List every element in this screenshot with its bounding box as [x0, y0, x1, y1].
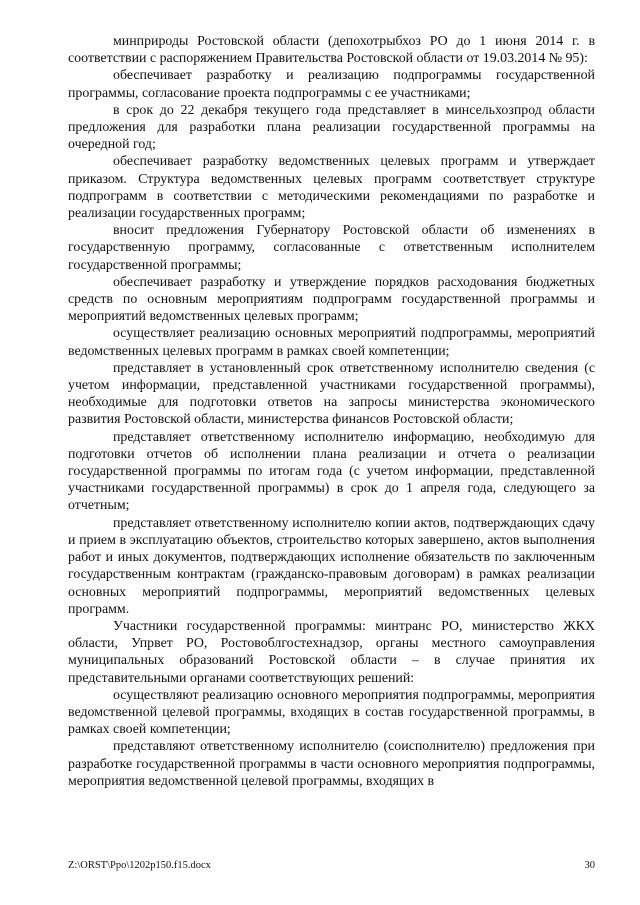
paragraph-12: представляют ответственному исполнителю (соисполнителю) предложения при разработке государственной программы в части основного мероприятия подпрограммы, мероприятия ведомственной целевой программы, входящих в [68, 739, 595, 789]
paragraph-8: представляет ответственному исполнителю информацию, необходимую для подготовки отчетов об исполнении плана реализации и отчета о реализации государственной программы по итогам года (с учетом информации, представленной участниками государственной программы) в срок до 1 апреля года, следующего за отчетным; [68, 429, 595, 514]
page-footer [68, 860, 595, 872]
paragraph-2: в срок до 22 декабря текущего года представляет в минсельхозпрод области предложения для разработки плана реализации государственной программы на очередной год; [68, 102, 595, 153]
footer-file-path: Z:\ORST\Ppo\1202p150.f15.docx [68, 860, 211, 871]
paragraph-10: Участники государственной программы: минтранс РО, министерство ЖКХ области, Упрвет РО, Ростовоблгостехнадзор, органы местного самоуправления муниципальных образований Ростовской области – в случае принятия их представительными органами соответствующих решений: [68, 618, 595, 686]
document-body [68, 33, 595, 790]
page-number: 30 [584, 860, 595, 871]
paragraph-5: обеспечивает разработку и утверждение порядков расходования бюджетных средств по основным мероприятиям подпрограмм государственной программы и мероприятий ведомственных целевых программ; [68, 274, 595, 325]
paragraph-7: представляет в установленный срок ответственному исполнителю сведения (с учетом информации, представленной участниками государственной программы), необходимые для подготовки ответов на запросы министерства экономического развития Ростовской области, министерства финансов Ростовской области; [68, 360, 595, 428]
paragraph-1: обеспечивает разработку и реализацию подпрограммы государственной программы, согласование проекта подпрограммы с ее участниками; [68, 68, 595, 101]
paragraph-9: представляет ответственному исполнителю копии актов, подтверждающих сдачу и прием в эксплуатацию объектов, строительство которых завершено, актов выполнения работ и иных документов, подтверждающих исполнение обязательств по заключенным государственным контрактам (гражданско-правовым договорам) в рамках реализации основных мероприятий подпрограммы, мероприятий ведомственных целевых программ. [68, 515, 595, 617]
paragraph-6: осуществляет реализацию основных мероприятий подпрограммы, мероприятий ведомственных целевых программ в рамках своей компетенции; [68, 326, 595, 359]
paragraph-3: обеспечивает разработку ведомственных целевых программ и утверждает приказом. Структура ведомственных целевых программ соответствует структуре подпрограмм в соответствии с методическими рекомендациями по разработке и реализации государственных программ; [68, 154, 595, 222]
paragraph-11: осуществляют реализацию основного мероприятия подпрограммы, мероприятия ведомственной целевой программы, входящих в состав государственной программы, в рамках своей компетенции; [68, 687, 595, 738]
paragraph-0: минприроды Ростовской области (депохотрыбхоз РО до 1 июня 2014 г. в соответствии с распоряжением Правительства Ростовской области от 19.03.2014 № 95): [68, 34, 595, 67]
paragraph-4: вносит предложения Губернатору Ростовской области об изменениях в государственную программу, согласованные с ответственным исполнителем государственной программы; [68, 223, 595, 273]
